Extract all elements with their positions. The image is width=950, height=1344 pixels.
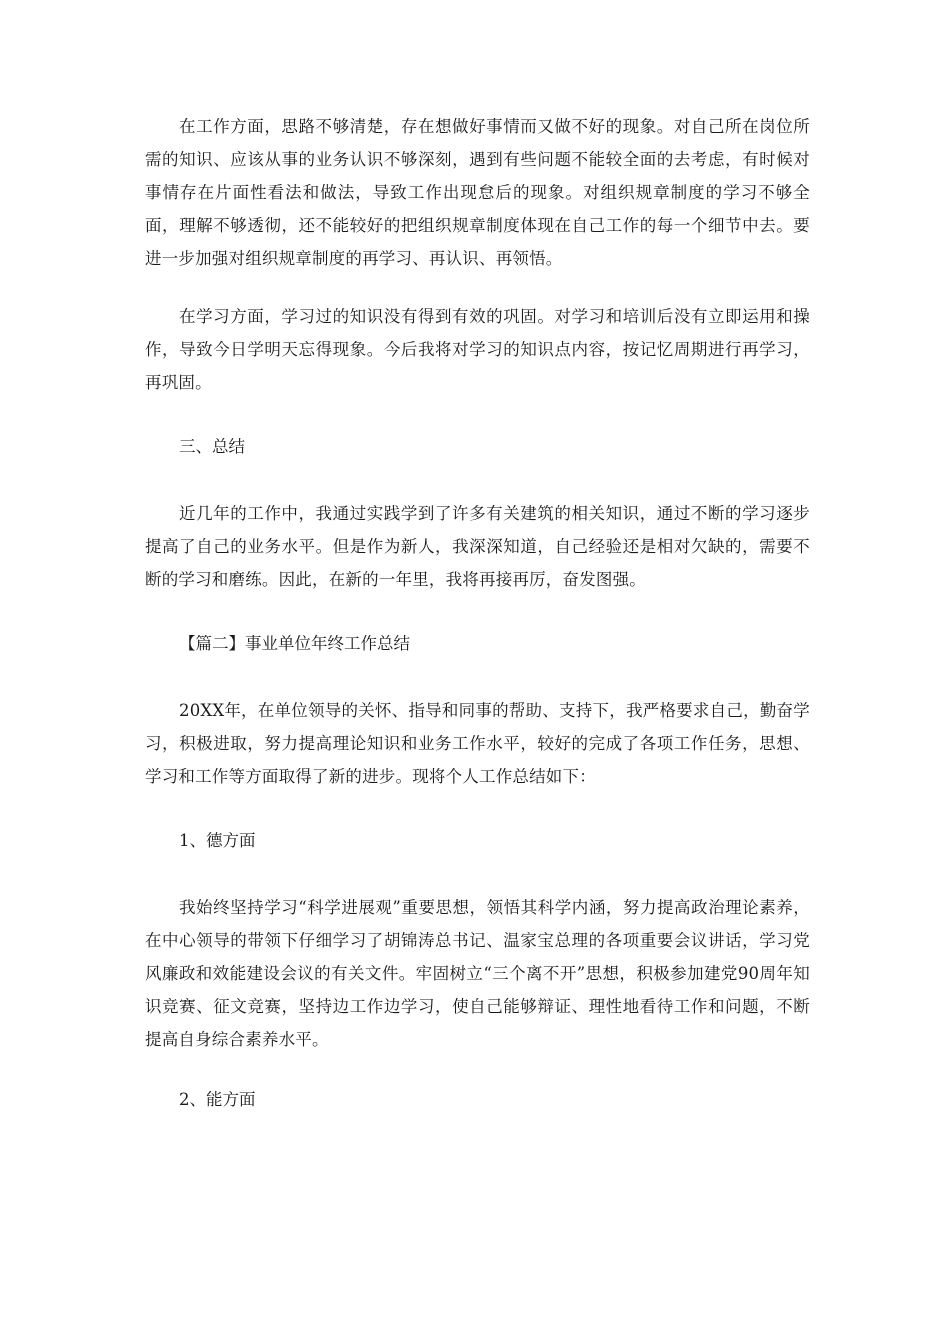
heading-part-two: 【篇二】事业单位年终工作总结 bbox=[179, 634, 410, 653]
heading-ability: 2、能方面 bbox=[179, 1090, 256, 1109]
heading-summary: 三、总结 bbox=[179, 437, 245, 456]
paragraph-summary: 近几年的工作中，我通过实践学到了许多有关建筑的相关知识，通过不断的学习逐步提高了自己的业务水平。但是作为新人，我深深知道，自己经验还是相对欠缺的，需要不断的学习和磨练。因此，在新的一年里，我将再接再厉，奋发图强。 bbox=[145, 504, 810, 589]
paragraph-study-aspect: 在学习方面，学习过的知识没有得到有效的巩固。对学习和培训后没有立即运用和操作，导致今日学明天忘得现象。今后我将对学习的知识点内容，按记忆周期进行再学习，再巩固。 bbox=[145, 307, 810, 392]
heading-morality: 1、德方面 bbox=[179, 831, 256, 850]
paragraph-work-aspect: 在工作方面，思路不够清楚，存在想做好事情而又做不好的现象。对自己所在岗位所需的知识、应该从事的业务认识不够深刻，遇到有些问题不能较全面的去考虑，有时候对事情存在片面性看法和做法，导致工作出现怠后的现象。对组织规章制度的学习不够全面，理解不够透彻，还不能较好的把组织规章制度体现在自己工作的每一个细节中去。要进一步加强对组织规章制度的再学习、再认识、再领悟。 bbox=[145, 117, 810, 268]
paragraph-intro: 20XX年，在单位领导的关怀、指导和同事的帮助、支持下，我严格要求自己，勤奋学习，积极进取，努力提高理论知识和业务工作水平，较好的完成了各项工作任务，思想、学习和工作等方面取得了新的进步。现将个人工作总结如下： bbox=[145, 701, 810, 786]
paragraph-morality: 我始终坚持学习“科学进展观”重要思想，领悟其科学内涵，努力提高政治理论素养，在中心领导的带领下仔细学习了胡锦涛总书记、温家宝总理的各项重要会议讲话，学习党风廉政和效能建设会议的有关文件。牢固树立“三个离不开”思想，积极参加建党90周年知识竞赛、征文竞赛，坚持边工作边学习，使自己能够辩证、理性地看待工作和问题，不断提高自身综合素养水平。 bbox=[145, 898, 810, 1049]
